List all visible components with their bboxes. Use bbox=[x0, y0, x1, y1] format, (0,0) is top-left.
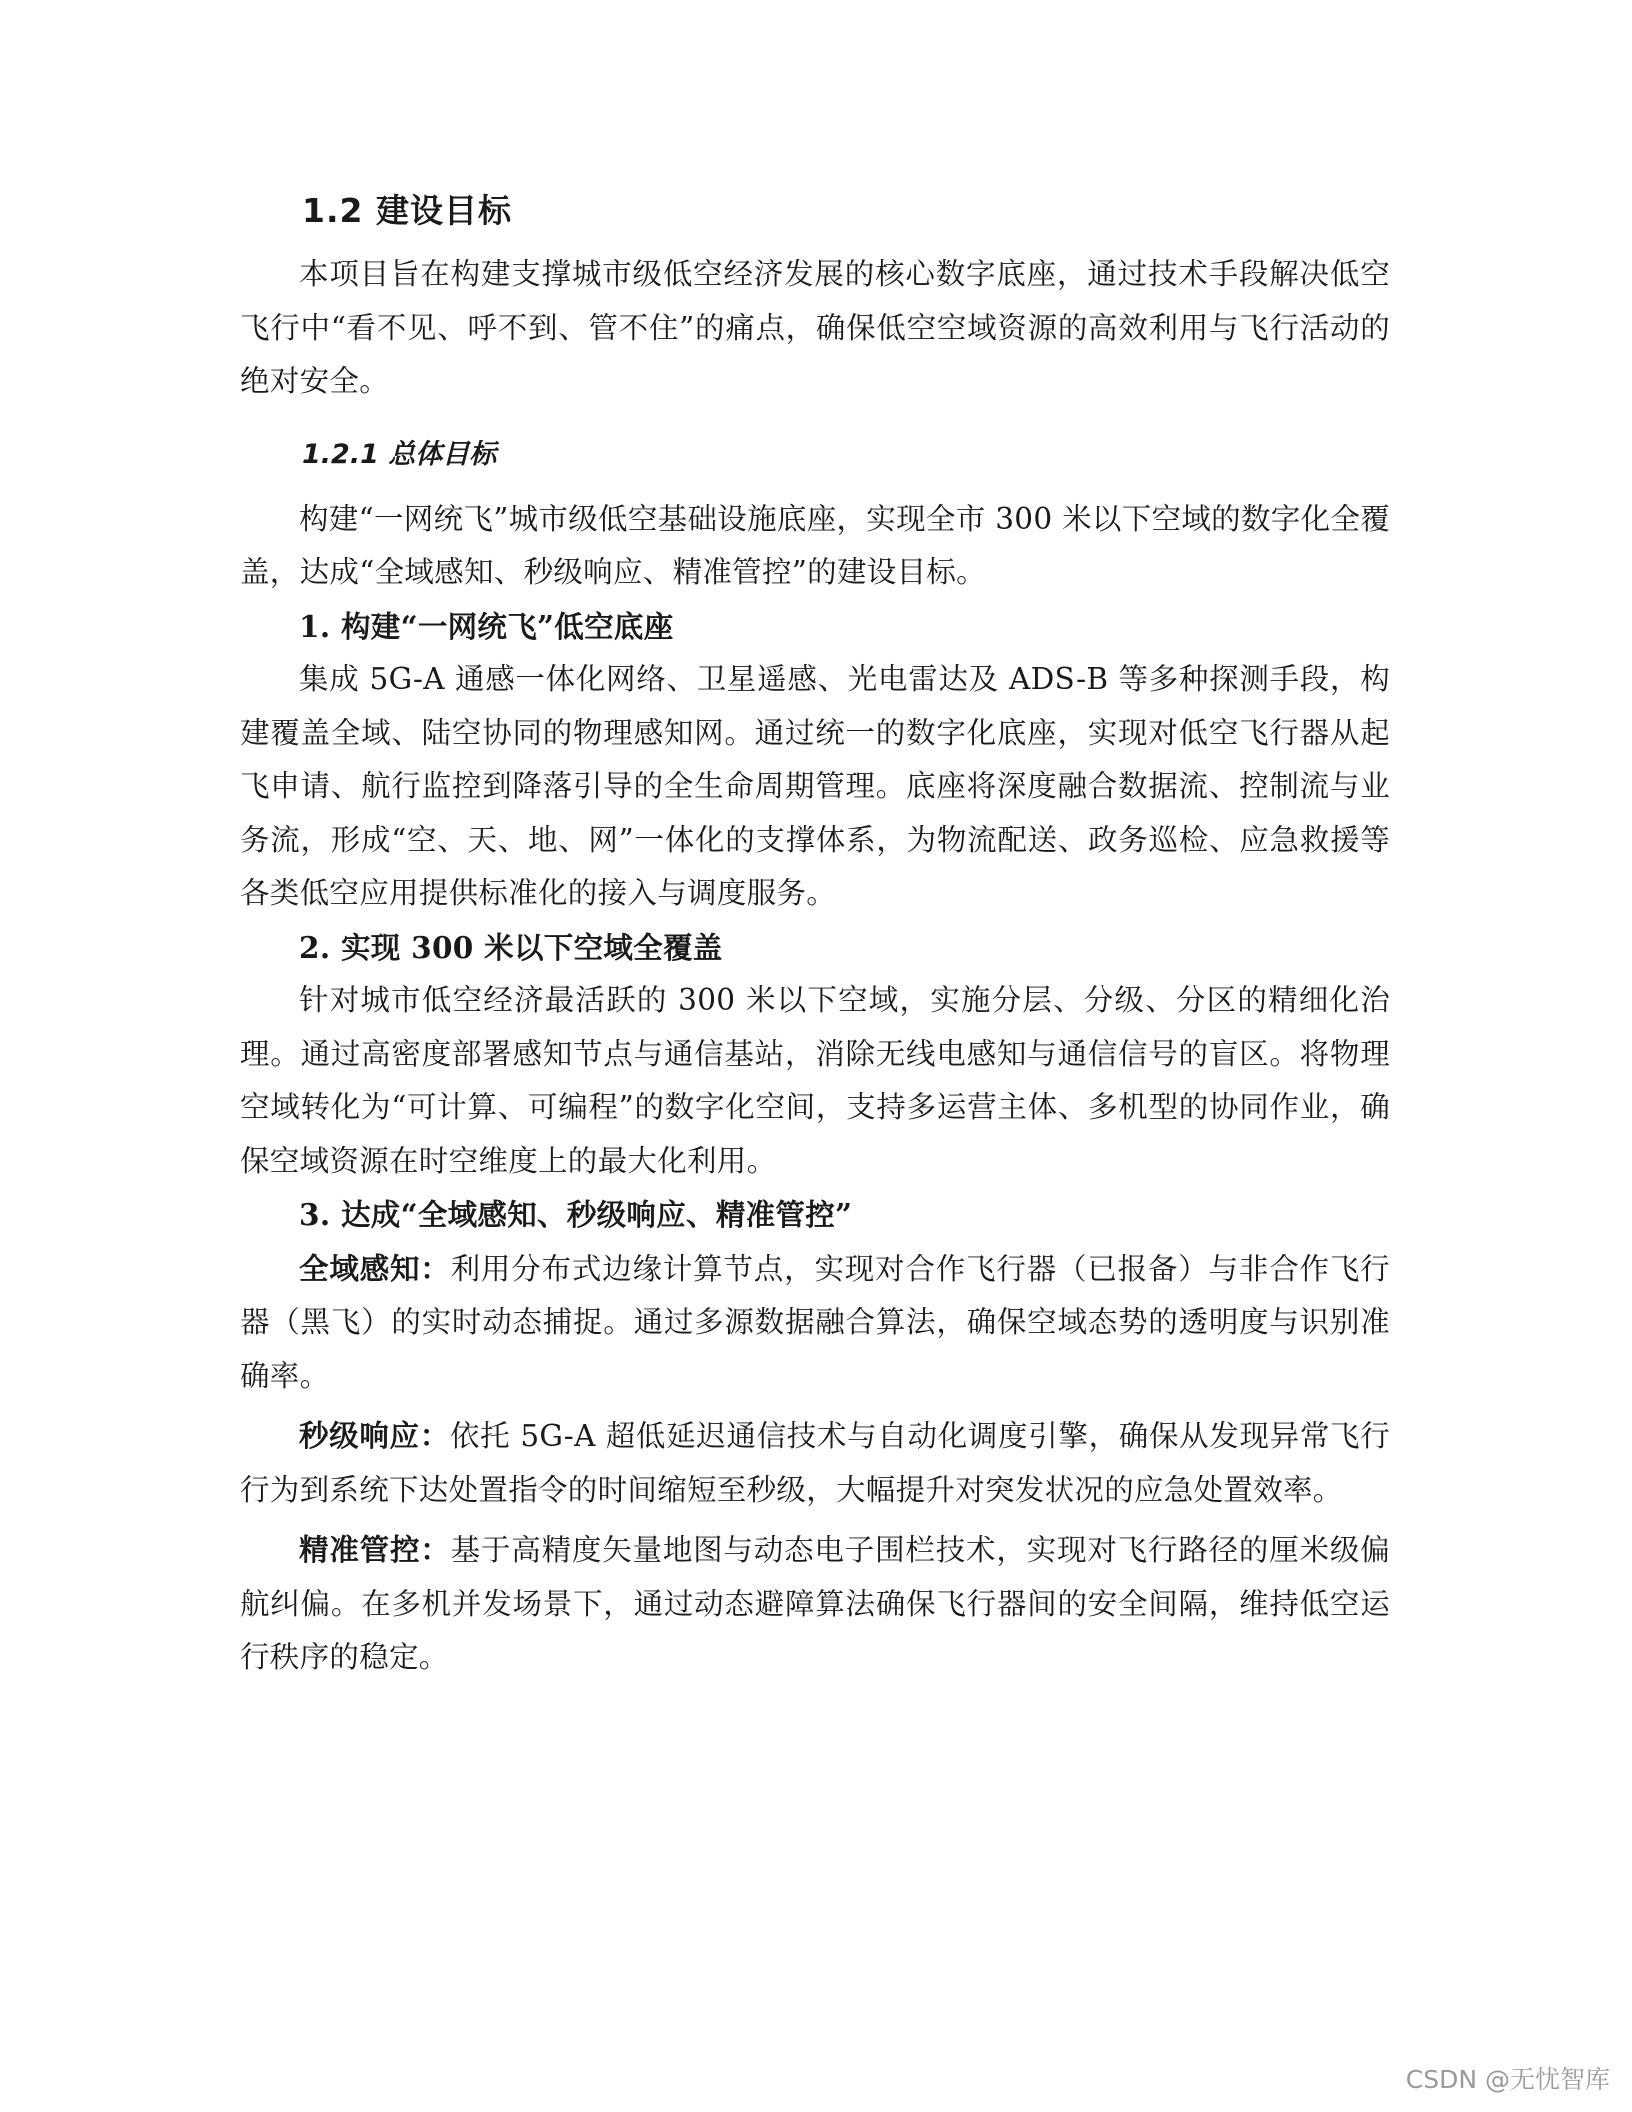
point-precise-control bbox=[240, 1523, 1390, 1685]
watermark: CSDN @无忧智库 bbox=[1405, 2065, 1610, 2094]
section-heading: 1.2 建设目标 bbox=[302, 191, 512, 230]
point-full-perception bbox=[240, 1242, 1390, 1404]
section-intro-paragraph: 本项目旨在构建支撑城市级低空经济发展的核心数字底座，通过技术手段解决低空飞行中“看不见、呼不到、管不住”的痛点，确保低空空域资源的高效利用与飞行活动的绝对安全。 bbox=[240, 257, 1390, 398]
item-3-title: 3. 达成“全域感知、秒级响应、精准管控” bbox=[299, 1197, 853, 1232]
point-text: 利用分布式边缘计算节点，实现对合作飞行器（已报备）与非合作飞行器（黑飞）的实时动态捕捉。通过多源数据融合算法，确保空域态势的透明度与识别准确率。 bbox=[240, 1251, 1390, 1393]
subsection-heading: 1.2.1 总体目标 bbox=[302, 438, 497, 470]
point-text: 基于高精度矢量地图与动态电子围栏技术，实现对飞行路径的厘米级偏航纠偏。在多机并发场景下，通过动态避障算法确保飞行器间的安全间隔，维持低空运行秩序的稳定。 bbox=[240, 1533, 1390, 1674]
item-2-body: 针对城市低空经济最活跃的 300 米以下空域，实施分层、分级、分区的精细化治理。通过高密度部署感知节点与通信基站，消除无线电感知与通信信号的盲区。将物理空域转化为“可计算、可编程”的数字化空间，支持多运营主体、多机型的协同作业，确保空域资源在时空维度上的最大化利用。 bbox=[240, 983, 1390, 1178]
point-text: 依托 5G-A 超低延迟通信技术与自动化调度引擎，确保从发现异常飞行行为到系统下达处置指令的时间缩短至秒级，大幅提升对突发状况的应急处置效率。 bbox=[240, 1419, 1390, 1507]
point-lead-label: 全域感知： bbox=[299, 1250, 451, 1286]
item-1-title: 1. 构建“一网统飞”低空底座 bbox=[299, 608, 674, 644]
point-second-response bbox=[240, 1409, 1390, 1517]
subsection-intro-paragraph: 构建“一网统飞”城市级低空基础设施底座，实现全市 300 米以下空域的数字化全覆盖，达成“全域感知、秒级响应、精准管控”的建设目标。 bbox=[240, 501, 1390, 589]
point-lead-label: 秒级响应： bbox=[299, 1418, 450, 1453]
item-2-title: 2. 实现 300 米以下空域全覆盖 bbox=[299, 929, 723, 965]
point-lead-label: 精准管控： bbox=[299, 1532, 451, 1567]
item-1-body: 集成 5G-A 通感一体化网络、卫星遥感、光电雷达及 ADS-B 等多种探测手段，构建覆盖全域、陆空协同的物理感知网。通过统一的数字化底座，实现对低空飞行器从起飞申请、航行监控到降落引导的全生命周期管理。底座将深度融合数据流、控制流与业务流，形成“空、天、地、网”一体化的支撑体系，为物流配送、政务巡检、应急救援等各类低空应用提供标准化的接入与调度服务。 bbox=[240, 662, 1390, 910]
document-body bbox=[240, 188, 1390, 1685]
